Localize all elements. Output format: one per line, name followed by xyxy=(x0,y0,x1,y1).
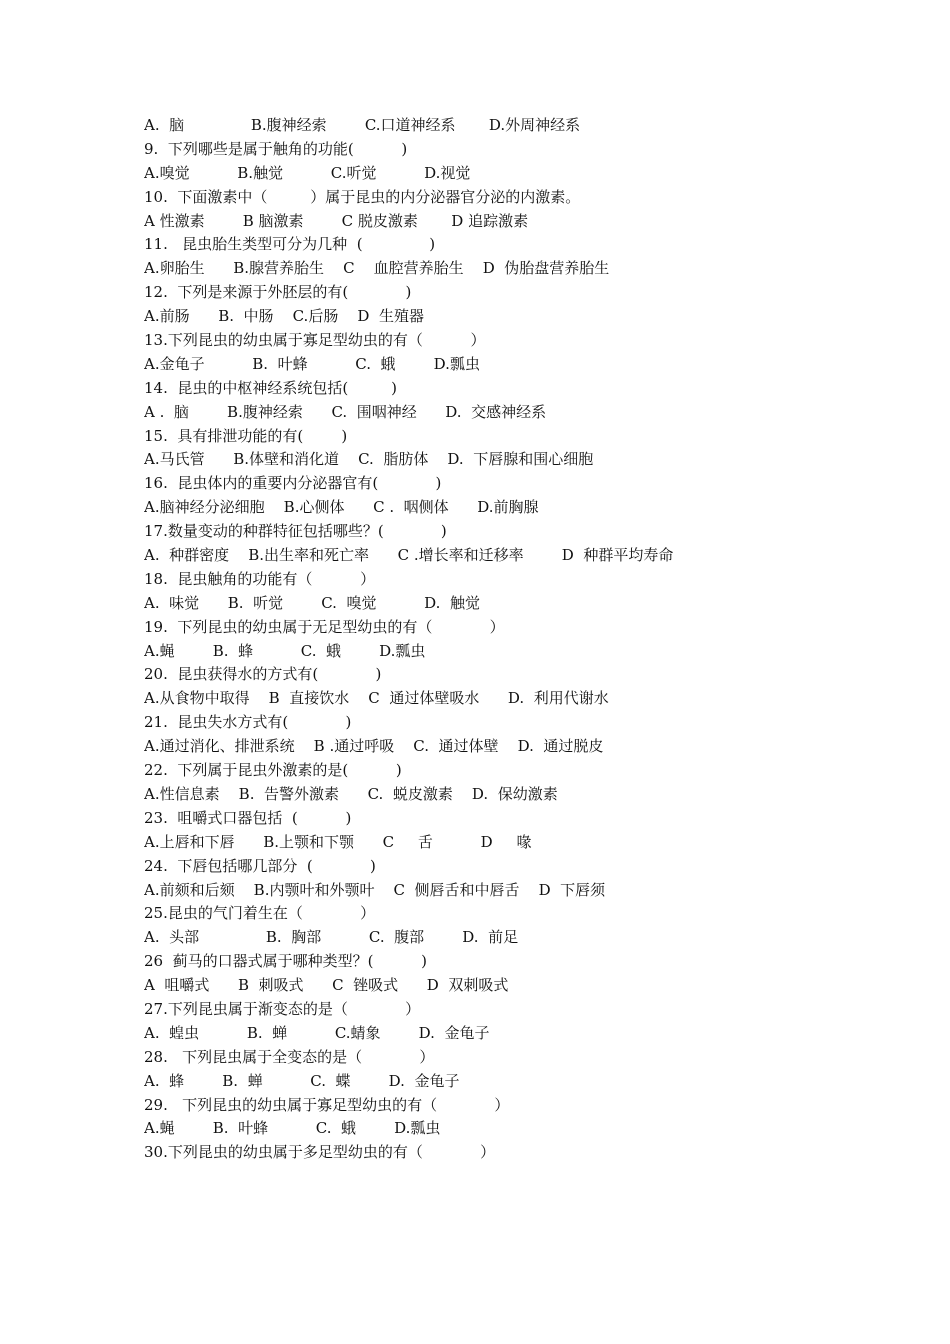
question-14: 14. 昆虫的中枢神经系统包括( ) xyxy=(144,378,398,397)
answer-options-19: A.蝇 B. 蜂 C. 蛾 D.瓢虫 xyxy=(144,641,426,660)
answer-options-16: A.脑神经分泌细胞 B.心侧体 C . 咽侧体 D.前胸腺 xyxy=(144,498,539,517)
answer-options-28: A. 蜂 B. 蝉 C. 蝶 D. 金龟子 xyxy=(144,1071,460,1090)
question-11: 11. 昆虫胎生类型可分为几种 ( ) xyxy=(144,235,436,254)
question-29: 29. 下列昆虫的幼虫属于寡足型幼虫的有（ ） xyxy=(144,1095,510,1114)
answer-options-26: A 咀嚼式 B 刺吸式 C 锉吸式 D 双刺吸式 xyxy=(144,976,509,995)
answer-options-21: A.通过消化、排泄系统 B .通过呼吸 C. 通过体壁 D. 通过脱皮 xyxy=(144,737,604,756)
answer-options-22: A.性信息素 B. 告警外激素 C. 蜕皮激素 D. 保幼激素 xyxy=(144,784,558,803)
answer-options-23: A.上唇和下唇 B.上颚和下颚 C 舌 D 喙 xyxy=(144,832,532,851)
answer-options-18: A. 味觉 B. 听觉 C. 嗅觉 D. 触觉 xyxy=(144,593,480,612)
answer-options-27: A. 蝗虫 B. 蝉 C.蜻象 D. 金龟子 xyxy=(144,1023,490,1042)
question-25: 25.昆虫的气门着生在（ ） xyxy=(144,904,376,923)
question-19: 19. 下列昆虫的幼虫属于无足型幼虫的有（ ） xyxy=(144,617,505,636)
question-26: 26 蓟马的口器式属于哪种类型？( ) xyxy=(144,952,428,971)
question-28: 28. 下列昆虫属于全变态的是（ ） xyxy=(144,1047,435,1066)
question-10: 10. 下面激素中（ ）属于昆虫的内分泌器官分泌的内激素。 xyxy=(144,187,581,206)
question-15: 15. 具有排泄功能的有( ) xyxy=(144,426,348,445)
question-21: 21. 昆虫失水方式有( ) xyxy=(144,713,352,732)
answer-options-25: A. 头部 B. 胸部 C. 腹部 D. 前足 xyxy=(144,928,519,947)
answer-options-8: A. 脑 B.腹神经索 C.口道神经系 D.外周神经系 xyxy=(144,116,581,134)
question-list xyxy=(144,114,884,1165)
question-24: 24. 下唇包括哪几部分 ( ) xyxy=(144,856,376,875)
question-23: 23. 咀嚼式口器包括 ( ) xyxy=(144,808,352,827)
answer-options-13: A.金龟子 B. 叶蜂 C. 蛾 D.瓢虫 xyxy=(144,354,480,373)
answer-options-17: A. 种群密度 B.出生率和死亡率 C .增长率和迁移率 D 种群平均寿命 xyxy=(144,546,674,565)
answer-options-14: A . 脑 B.腹神经索 C. 围咽神经 D. 交感神经系 xyxy=(144,402,547,421)
question-27: 27.下列昆虫属于渐变态的是（ ） xyxy=(144,999,421,1018)
answer-options-10: A 性激素 B 脑激素 C 脱皮激素 D 追踪激素 xyxy=(144,211,529,230)
question-12: 12. 下列是来源于外胚层的有( ) xyxy=(144,283,412,302)
question-16: 16. 昆虫体内的重要内分泌器官有( ) xyxy=(144,474,442,493)
answer-options-11: A.卵胎生 B.腺营养胎生 C 血腔营养胎生 D 伪胎盘营养胎生 xyxy=(144,259,610,278)
question-17: 17.数量变动的种群特征包括哪些？( ) xyxy=(144,522,447,541)
answer-options-24: A.前颏和后颏 B.内颚叶和外颚叶 C 侧唇舌和中唇舌 D 下唇须 xyxy=(144,880,606,899)
answer-options-29: A.蝇 B. 叶蜂 C. 蛾 D.瓢虫 xyxy=(144,1119,441,1138)
question-18: 18. 昆虫触角的功能有（ ） xyxy=(144,569,376,588)
question-9: 9. 下列哪些是属于触角的功能( ) xyxy=(144,139,408,158)
question-30: 30.下列昆虫的幼虫属于多足型幼虫的有（ ） xyxy=(144,1143,496,1162)
question-22: 22. 下列属于昆虫外激素的是( ) xyxy=(144,761,402,780)
question-13: 13.下列昆虫的幼虫属于寡足型幼虫的有（ ） xyxy=(144,331,486,350)
answer-options-15: A.马氏管 B.体壁和消化道 C. 脂肪体 D. 下唇腺和围心细胞 xyxy=(144,450,594,469)
answer-options-20: A.从食物中取得 B 直接饮水 C 通过体壁吸水 D. 利用代谢水 xyxy=(144,689,609,708)
answer-options-9: A.嗅觉 B.触觉 C.听觉 D.视觉 xyxy=(144,163,471,182)
question-20: 20. 昆虫获得水的方式有( ) xyxy=(144,665,382,684)
answer-options-12: A.前肠 B. 中肠 C.后肠 D 生殖器 xyxy=(144,307,424,326)
